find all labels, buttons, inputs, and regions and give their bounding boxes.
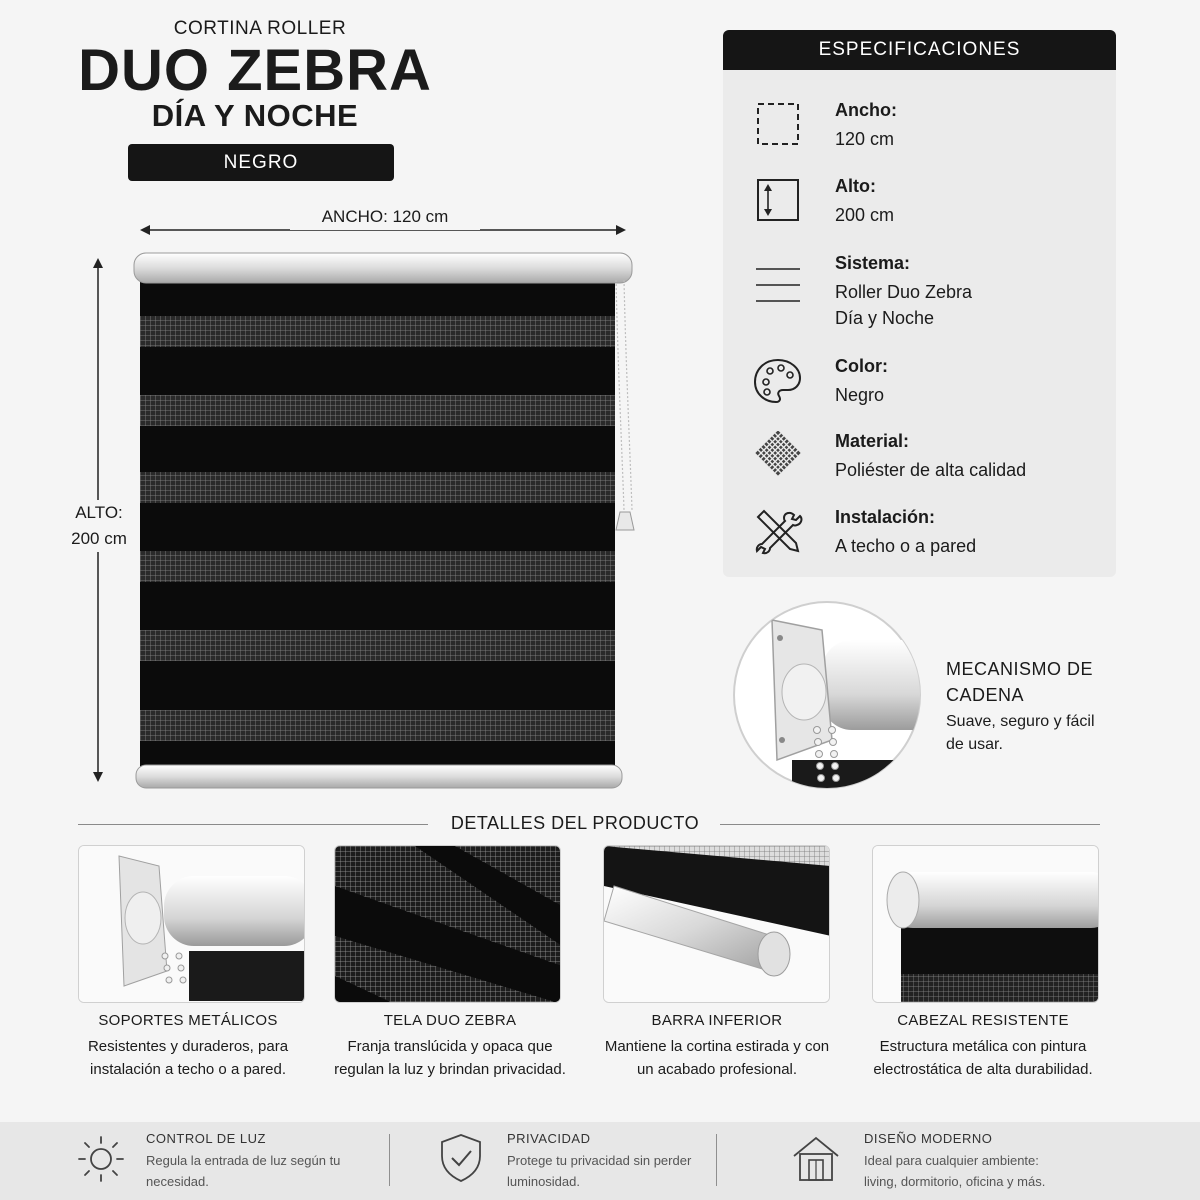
shield-check-icon — [436, 1132, 486, 1184]
details-heading: DETALLES DEL PRODUCTO — [430, 813, 720, 834]
spec-row-material — [750, 431, 1100, 487]
spec-value: Negro — [835, 385, 885, 405]
detail-card-bottom-rail-image — [603, 845, 830, 1003]
feature-description: Ideal para cualquier ambiente: living, dormitorio, oficina y más. — [864, 1153, 1046, 1189]
spec-label: Color: — [835, 356, 888, 376]
footer-separator — [716, 1134, 717, 1186]
feature-title: CONTROL DE LUZ — [146, 1131, 266, 1146]
spec-label: Alto: — [835, 176, 876, 196]
color-badge: NEGRO — [128, 144, 394, 181]
feature-description: Protege tu privacidad sin perder luminosidad. — [507, 1153, 692, 1189]
height-label-value: 200 cm — [71, 529, 127, 548]
divider-left — [78, 824, 428, 825]
spec-value: Roller Duo Zebra Día y Noche — [835, 282, 973, 328]
feature-title: PRIVACIDAD — [507, 1131, 591, 1146]
spec-label: Ancho: — [835, 100, 897, 120]
specifications-heading: ESPECIFICACIONES — [723, 30, 1116, 70]
detail-card-description: Franja translúcida y opaca que regulan la luz y brindan privacidad. — [334, 1038, 566, 1078]
detail-card-title: CABEZAL RESISTENTE — [897, 1012, 1069, 1029]
mechanism-title: MECANISMO DE CADENA — [946, 659, 1094, 705]
palette-icon — [750, 356, 806, 412]
product-title: DUO ZEBRA — [78, 38, 432, 103]
feature-title: DISEÑO MODERNO — [864, 1131, 993, 1146]
product-subtitle: CORTINA ROLLER — [173, 18, 347, 39]
spec-row-width — [750, 100, 1100, 156]
detail-card-title: BARRA INFERIOR — [651, 1012, 783, 1029]
spec-row-installation — [750, 507, 1100, 563]
lines-icon — [750, 253, 806, 309]
footer-separator — [389, 1134, 390, 1186]
tools-icon — [750, 507, 806, 563]
mechanism-description: Suave, seguro y fácil de usar. — [946, 713, 1095, 753]
spec-row-color — [750, 356, 1100, 412]
detail-card-description: Mantiene la cortina estirada y con un acabado profesional. — [604, 1038, 830, 1078]
sun-icon — [76, 1134, 126, 1184]
detail-card-title: TELA DUO ZEBRA — [383, 1012, 517, 1029]
spec-value: 200 cm — [835, 205, 895, 225]
detail-card-fabric-image — [334, 845, 561, 1003]
spec-label: Instalación: — [835, 507, 936, 527]
spec-row-system — [750, 253, 1100, 333]
spec-label: Sistema: — [835, 253, 911, 273]
house-icon — [790, 1134, 842, 1184]
detail-card-headrail-image — [872, 845, 1099, 1003]
chain-mechanism-image — [732, 600, 922, 790]
height-arrow-icon — [750, 176, 806, 232]
spec-value: A techo o a pared — [835, 536, 977, 556]
height-label — [58, 500, 140, 552]
width-label: ANCHO: 120 cm — [290, 204, 480, 230]
spec-value: Poliéster de alta calidad — [835, 460, 1027, 480]
mesh-icon — [750, 431, 806, 487]
roller-blind-illustration — [130, 250, 650, 795]
dashed-square-icon — [750, 100, 806, 156]
detail-card-brackets-image — [78, 845, 305, 1003]
spec-value: 120 cm — [835, 129, 895, 149]
feature-description: Regula la entrada de luz según tu necesidad. — [146, 1153, 341, 1189]
divider-right — [710, 824, 1100, 825]
spec-label: Material: — [835, 431, 910, 451]
product-title-secondary: DÍA Y NOCHE — [151, 98, 359, 133]
detail-card-title: SOPORTES METÁLICOS — [98, 1012, 278, 1029]
spec-row-height — [750, 176, 1100, 232]
detail-card-description: Estructura metálica con pintura electrostática de alta durabilidad. — [873, 1038, 1093, 1078]
height-label-title: ALTO: — [75, 503, 123, 522]
detail-card-description: Resistentes y duraderos, para instalación a techo o a pared. — [87, 1038, 289, 1078]
